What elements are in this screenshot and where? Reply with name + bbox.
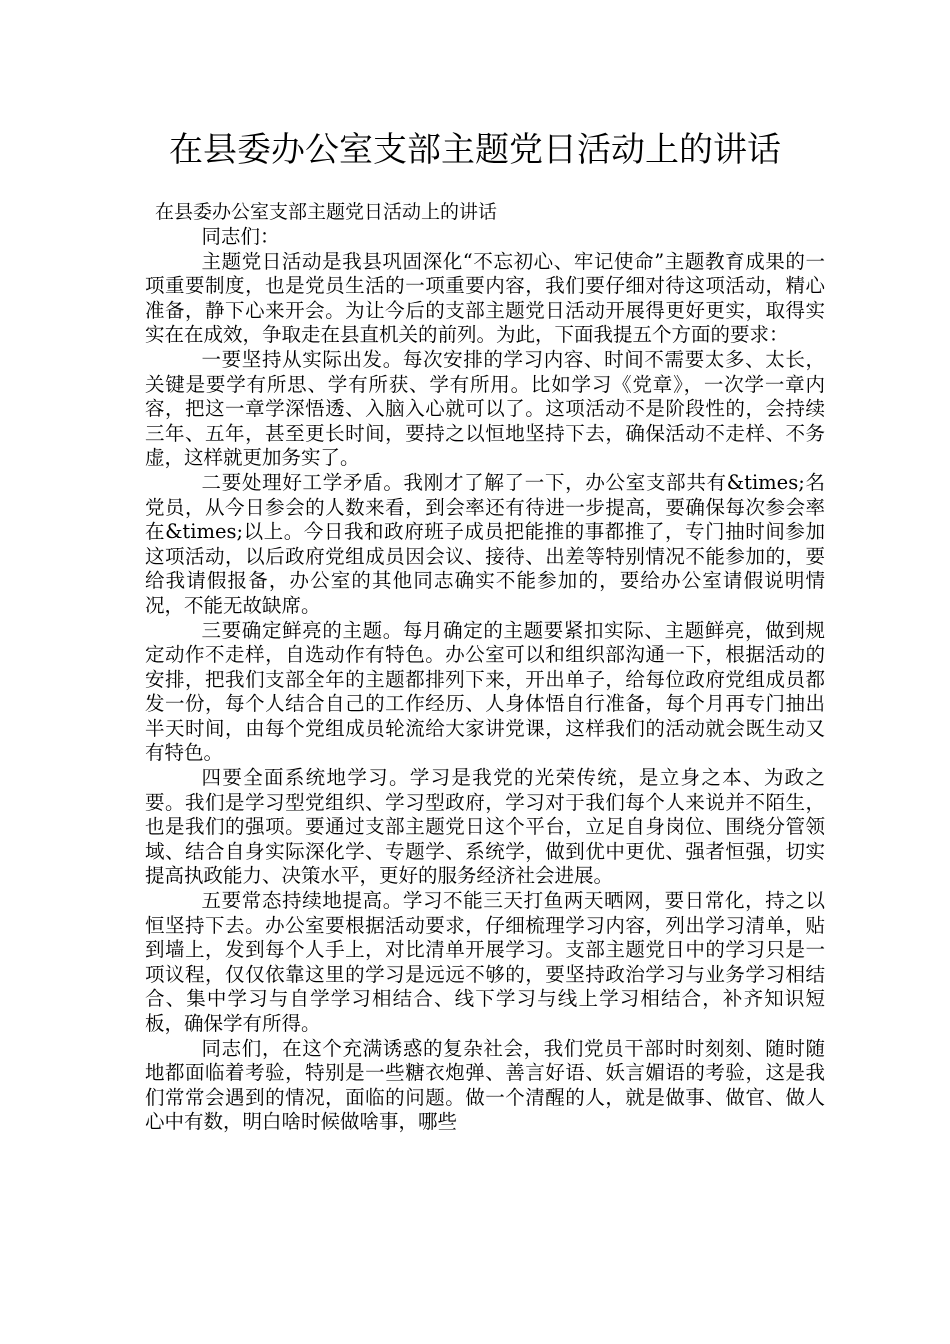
paragraph-requirement-4: 四要全面系统地学习。学习是我党的光荣传统，是立身之本、为政之要。我们是学习型党组织、学习型政府，学习对于我们每个人来说并不陌生，也是我们的强项。要通过支部主题党日这个平台，立足自身岗位、围绕分管领域、结合自身实际深化学、专题学、系统学，做到优中更优、强者恒强，切实提高执政能力、决策水平，更好的服务经济社会进展。 bbox=[145, 766, 825, 888]
paragraph-closing: 同志们，在这个充满诱惑的复杂社会，我们党员干部时时刻刻、随时随地都面临着考验，特别是一些糖衣炮弹、善言好语、妖言媚语的考验，这是我们常常会遇到的情况，面临的问题。做一个清醒的人，就是做事、做官、做人心中有数，明白啥时候做啥事，哪些 bbox=[145, 1036, 825, 1134]
paragraph-requirement-5: 五要常态持续地提高。学习不能三天打鱼两天晒网，要日常化，持之以恒坚持下去。办公室要根据活动要求，仔细梳理学习内容，列出学习清单，贴到墙上，发到每个人手上，对比清单开展学习。支部主题党日中的学习只是一项议程，仅仅依靠这里的学习是远远不够的，要坚持政治学习与业务学习相结合、集中学习与自学学习相结合、线下学习与线上学习相结合，补齐知识短板，确保学有所得。 bbox=[145, 889, 825, 1035]
paragraph-intro: 主题党日活动是我县巩固深化“不忘初心、牢记使命”主题教育成果的一项重要制度，也是党员生活的一项重要内容，我们要仔细对待这项活动，精心准备，静下心来开会。为让今后的支部主题党日活动开展得更好更实，取得实实在在成效，争取走在县直机关的前列。为此，下面我提五个方面的要求： bbox=[145, 249, 825, 347]
paragraph-requirement-3: 三要确定鲜亮的主题。每月确定的主题要紧扣实际、主题鲜亮，做到规定动作不走样，自选动作有特色。办公室可以和组织部沟通一下，根据活动的安排，把我们支部全年的主题都排列下来，开出单子，给每位政府党组成员都发一份，每个人结合自己的工作经历、人身体悟自行准备，每个月再专门抽出半天时间，由每个党组成员轮流给大家讲党课，这样我们的活动就会既生动又有特色。 bbox=[145, 618, 825, 765]
document-subtitle: 在县委办公室支部主题党日活动上的讲话 bbox=[155, 201, 498, 223]
paragraph-requirement-2: 二要处理好工学矛盾。我刚才了解了一下，办公室支部共有&times;名党员，从今日参会的人数来看，到会率还有待进一步提高，要确保每次参会率在&times;以上。今日我和政府班子成员把能推的事都推了，专门抽时间参加这项活动，以后政府党组成员因会议、接待、出差等特别情况不能参加的，要给我请假报备，办公室的其他同志确实不能参加的，要给办公室请假说明情况，不能无故缺席。 bbox=[145, 470, 825, 617]
document-title: 在县委办公室支部主题党日活动上的讲话 bbox=[169, 130, 781, 170]
greeting: 同志们： bbox=[201, 225, 280, 248]
paragraph-requirement-1: 一要坚持从实际出发。每次安排的学习内容、时间不需要太多、太长，关键是要学有所思、学有所获、学有所用。比如学习《党章》，一次学一章内容，把这一章学深悟透、入脑入心就可以了。这项活动不是阶段性的，会持续三年、五年，甚至更长时间，要持之以恒地坚持下去，确保活动不走样、不务虚，这样就更加务实了。 bbox=[145, 347, 825, 470]
document-body bbox=[145, 225, 825, 1135]
